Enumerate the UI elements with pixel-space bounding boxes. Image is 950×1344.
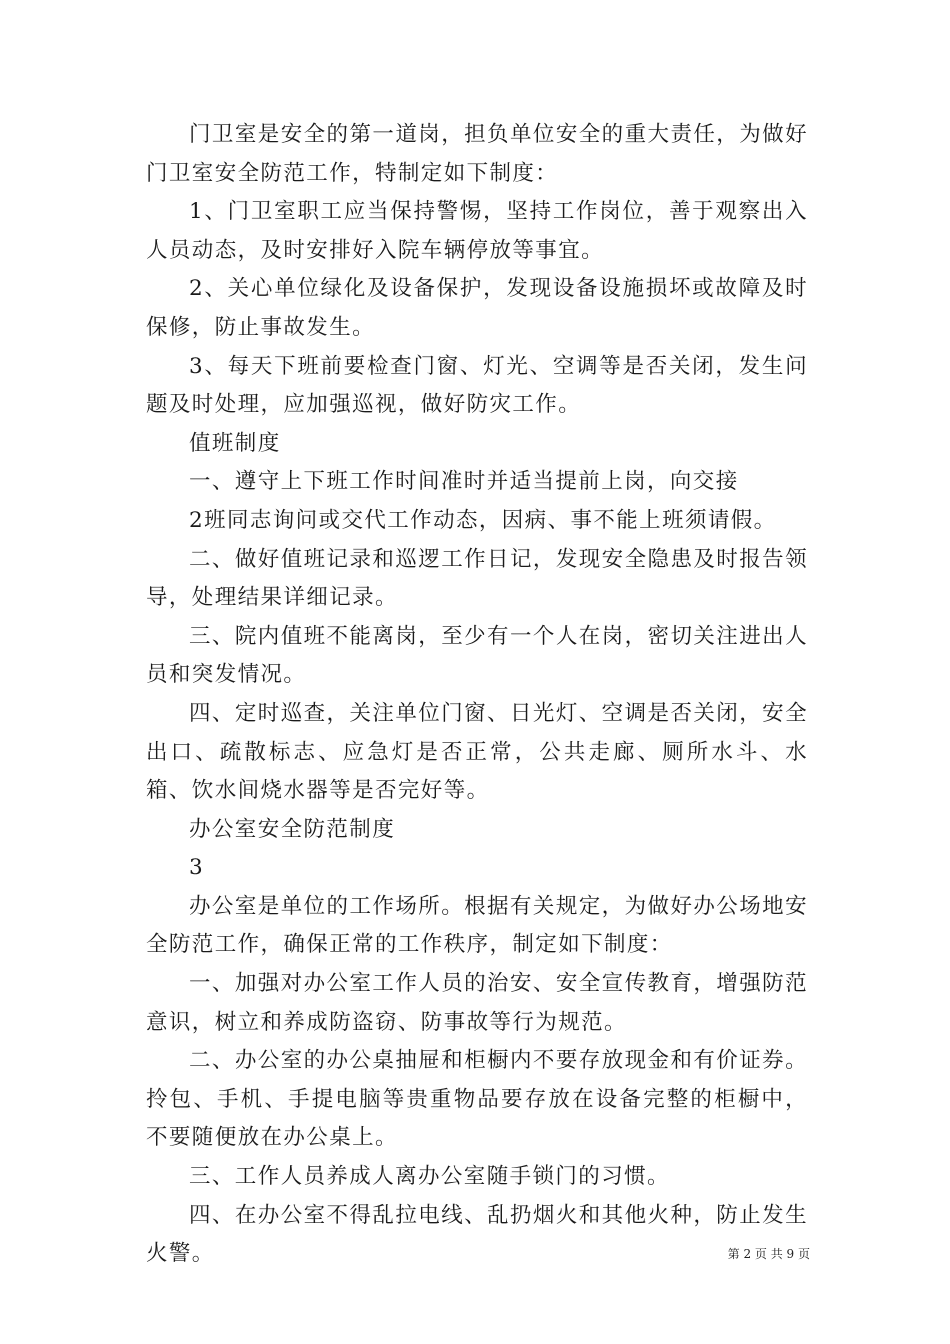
- rule-paragraph: 四、在办公室不得乱拉电线、乱扔烟火和其他火种，防止发生火警。: [146, 1202, 808, 1267]
- document-body: [146, 116, 808, 1274]
- rule-paragraph: 一、加强对办公室工作人员的治安、安全宣传教育，增强防范意识，树立和养成防盗窃、防事故等行为规范。: [146, 971, 808, 1035]
- rule-paragraph: 二、办公室的办公桌抽屉和柜橱内不要存放现金和有价证券。拎包、手机、手提电脑等贵重物品要存放在设备完整的柜橱中，不要随便放在办公桌上。: [146, 1048, 808, 1151]
- section-heading: 办公室安全防范制度: [189, 816, 396, 842]
- rule-paragraph: 2、关心单位绿化及设备保护，发现设备设施损坏或故障及时保修，防止事故发生。: [146, 276, 808, 340]
- rule-paragraph: 二、做好值班记录和巡逻工作日记，发现安全隐患及时报告领导，处理结果详细记录。: [146, 546, 808, 611]
- rule-paragraph: 2班同志询问或交代工作动态，因病、事不能上班须请假。: [189, 507, 777, 533]
- intro-paragraph: 门卫室是安全的第一道岗，担负单位安全的重大责任，为做好门卫室安全防范工作，特制定如下制度：: [146, 122, 808, 186]
- rule-paragraph: 一、遵守上下班工作时间准时并适当提前上岗，向交接: [189, 469, 739, 495]
- section-heading: 值班制度: [189, 430, 281, 456]
- section-number: 3: [189, 855, 205, 881]
- rule-paragraph: 四、定时巡查，关注单位门窗、日光灯、空调是否关闭，安全出口、疏散标志、应急灯是否正常，公共走廊、厕所水斗、水箱、饮水间烧水器等是否完好等。: [146, 700, 808, 804]
- intro-paragraph: 办公室是单位的工作场所。根据有关规定，为做好办公场地安全防范工作，确保正常的工作秩序，制定如下制度：: [146, 893, 808, 958]
- rule-paragraph: 三、院内值班不能离岗，至少有一个人在岗，密切关注进出人员和突发情况。: [146, 623, 808, 688]
- page-number-footer: 第 2 页 共 9 页: [727, 1247, 810, 1261]
- rule-paragraph: 三、工作人员养成人离办公室随手锁门的习惯。: [189, 1164, 670, 1190]
- rule-paragraph: 3、每天下班前要检查门窗、灯光、空调等是否关闭，发生问题及时处理，应加强巡视，做好防灾工作。: [146, 353, 808, 418]
- rule-paragraph: 1、门卫室职工应当保持警惕，坚持工作岗位，善于观察出入人员动态，及时安排好入院车辆停放等事宜。: [146, 199, 808, 263]
